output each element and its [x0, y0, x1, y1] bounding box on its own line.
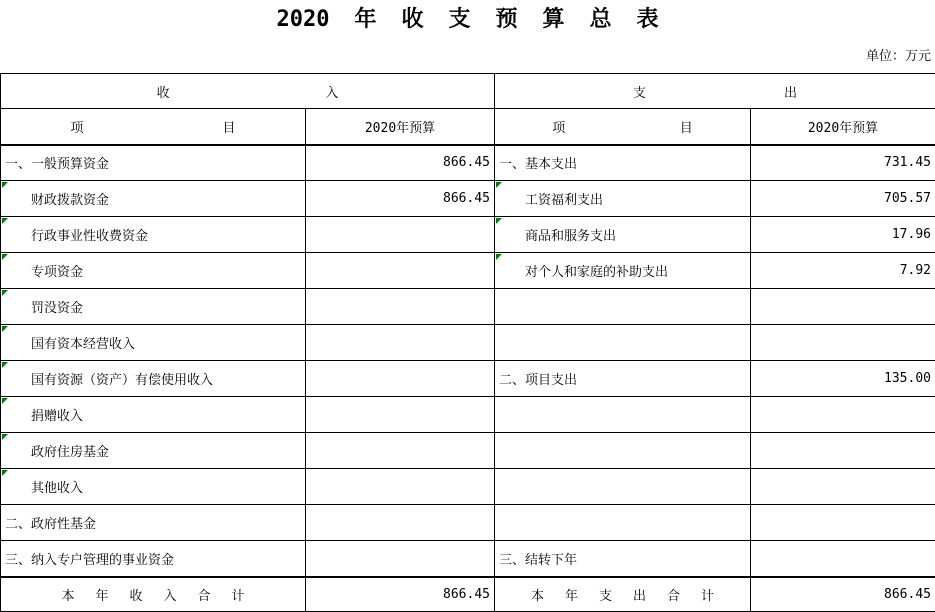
income-budget-header-cell[interactable]	[306, 109, 495, 145]
income-item-cell[interactable]	[1, 253, 306, 289]
income-item-cell[interactable]	[1, 433, 306, 469]
income-value-cell[interactable]	[306, 289, 495, 325]
income-item-label: 专项资金	[1, 261, 305, 280]
income-value-cell[interactable]	[306, 181, 495, 217]
cell-error-flag-icon	[2, 254, 8, 260]
cell-error-flag-icon	[2, 470, 8, 476]
income-item-label: 本 年 收 入 合 计	[1, 585, 305, 604]
table-row	[1, 145, 935, 181]
expense-item-label: 一、基本支出	[495, 153, 750, 172]
table-row	[1, 505, 935, 541]
expense-item-cell[interactable]	[495, 325, 751, 361]
cell-error-flag-icon	[2, 434, 8, 440]
expense-value-cell[interactable]	[751, 577, 935, 612]
unit-label: 单位：万元	[866, 49, 931, 64]
income-value-cell[interactable]	[306, 505, 495, 541]
income-item-cell[interactable]	[1, 505, 306, 541]
expense-value-cell[interactable]	[751, 253, 935, 289]
table-row	[1, 433, 935, 469]
income-value-cell[interactable]	[306, 397, 495, 433]
expense-item-cell[interactable]	[495, 397, 751, 433]
expense-value-cell[interactable]	[751, 469, 935, 505]
table-row	[1, 253, 935, 289]
table-row	[1, 181, 935, 217]
total-row	[1, 577, 935, 612]
income-item-label: 二、政府性基金	[1, 513, 305, 532]
expense-value: 731.45	[751, 155, 935, 170]
cell-error-flag-icon	[2, 218, 8, 224]
income-item-cell[interactable]	[1, 181, 306, 217]
expense-item-cell[interactable]	[495, 181, 751, 217]
expense-value-cell[interactable]	[751, 361, 935, 397]
income-item-label: 政府住房基金	[1, 441, 305, 460]
income-value-cell[interactable]	[306, 217, 495, 253]
income-item-label: 国有资源（资产）有偿使用收入	[1, 369, 305, 388]
expense-value-cell[interactable]	[751, 145, 935, 181]
section-header-row	[1, 74, 935, 109]
expense-item-cell[interactable]	[495, 505, 751, 541]
expense-item-cell[interactable]	[495, 469, 751, 505]
income-item-cell[interactable]	[1, 217, 306, 253]
income-item-cell[interactable]	[1, 541, 306, 577]
income-section-header: 收 入	[1, 82, 494, 101]
expense-value: 866.45	[751, 587, 935, 602]
income-value-cell[interactable]	[306, 253, 495, 289]
income-item-header-cell[interactable]	[1, 109, 306, 145]
table-row	[1, 397, 935, 433]
income-value-cell[interactable]	[306, 325, 495, 361]
expense-budget-header: 2020年预算	[751, 117, 935, 136]
expense-item-header-cell[interactable]	[495, 109, 751, 145]
expense-item-cell[interactable]	[495, 433, 751, 469]
expense-item-cell[interactable]	[495, 253, 751, 289]
table-row	[1, 469, 935, 505]
cell-error-flag-icon	[2, 362, 8, 368]
table-row	[1, 541, 935, 577]
expense-value-cell[interactable]	[751, 433, 935, 469]
income-item-label: 行政事业性收费资金	[1, 225, 305, 244]
cell-error-flag-icon	[2, 398, 8, 404]
expense-item-cell[interactable]	[495, 577, 751, 612]
income-item-label: 其他收入	[1, 477, 305, 496]
income-item-cell[interactable]	[1, 325, 306, 361]
expense-value-cell[interactable]	[751, 397, 935, 433]
expense-item-header: 项 目	[495, 117, 750, 136]
income-value-cell[interactable]	[306, 433, 495, 469]
income-item-label: 国有资本经营收入	[1, 333, 305, 352]
income-value: 866.45	[306, 191, 494, 206]
expense-value-cell[interactable]	[751, 217, 935, 253]
income-budget-header: 2020年预算	[306, 117, 494, 136]
expense-item-label: 商品和服务支出	[495, 225, 750, 244]
income-value-cell[interactable]	[306, 577, 495, 612]
income-item-cell[interactable]	[1, 397, 306, 433]
cell-error-flag-icon	[2, 182, 8, 188]
table-body	[1, 145, 935, 612]
cell-error-flag-icon	[2, 290, 8, 296]
cell-error-flag-icon	[496, 218, 502, 224]
table-row	[1, 217, 935, 253]
expense-value-cell[interactable]	[751, 289, 935, 325]
income-item-cell[interactable]	[1, 289, 306, 325]
income-item-cell[interactable]	[1, 145, 306, 181]
table-row	[1, 361, 935, 397]
table-row	[1, 325, 935, 361]
expense-item-label: 工资福利支出	[495, 189, 750, 208]
cell-error-flag-icon	[496, 254, 502, 260]
income-value: 866.45	[306, 155, 494, 170]
page-title: 2020 年 收 支 预 算 总 表	[0, 8, 935, 32]
expense-value-cell[interactable]	[751, 541, 935, 577]
income-section-header-cell[interactable]	[1, 74, 495, 109]
expense-item-cell[interactable]	[495, 145, 751, 181]
expense-item-cell[interactable]	[495, 289, 751, 325]
income-value-cell[interactable]	[306, 541, 495, 577]
income-value-cell[interactable]	[306, 361, 495, 397]
expense-item-label: 二、项目支出	[495, 369, 750, 388]
income-value-cell[interactable]	[306, 469, 495, 505]
income-item-cell[interactable]	[1, 469, 306, 505]
cell-error-flag-icon	[2, 326, 8, 332]
cell-error-flag-icon	[496, 182, 502, 188]
income-value-cell[interactable]	[306, 145, 495, 181]
table-row	[1, 289, 935, 325]
income-item-header: 项 目	[1, 117, 305, 136]
income-item-label: 财政拨款资金	[1, 189, 305, 208]
expense-item-label: 三、结转下年	[495, 549, 750, 568]
expense-item-label: 本 年 支 出 合 计	[495, 585, 750, 604]
expense-value-cell[interactable]	[751, 181, 935, 217]
budget-table	[0, 73, 935, 612]
expense-value-cell[interactable]	[751, 505, 935, 541]
expense-section-header-cell[interactable]	[495, 74, 935, 109]
expense-item-cell[interactable]	[495, 217, 751, 253]
income-item-label: 三、纳入专户管理的事业资金	[1, 549, 305, 568]
expense-value: 17.96	[751, 227, 935, 242]
column-header-row	[1, 109, 935, 145]
income-item-cell[interactable]	[1, 361, 306, 397]
income-value: 866.45	[306, 587, 494, 602]
expense-item-label: 对个人和家庭的补助支出	[495, 261, 750, 280]
expense-value: 705.57	[751, 191, 935, 206]
income-item-label: 罚没资金	[1, 297, 305, 316]
expense-value: 7.92	[751, 263, 935, 278]
income-item-label: 一、一般预算资金	[1, 153, 305, 172]
page-header	[0, 0, 935, 73]
expense-item-cell[interactable]	[495, 541, 751, 577]
expense-item-cell[interactable]	[495, 361, 751, 397]
expense-value-cell[interactable]	[751, 325, 935, 361]
income-item-cell[interactable]	[1, 577, 306, 612]
expense-budget-header-cell[interactable]	[751, 109, 935, 145]
income-item-label: 捐赠收入	[1, 405, 305, 424]
expense-value: 135.00	[751, 371, 935, 386]
expense-section-header: 支 出	[495, 82, 935, 101]
